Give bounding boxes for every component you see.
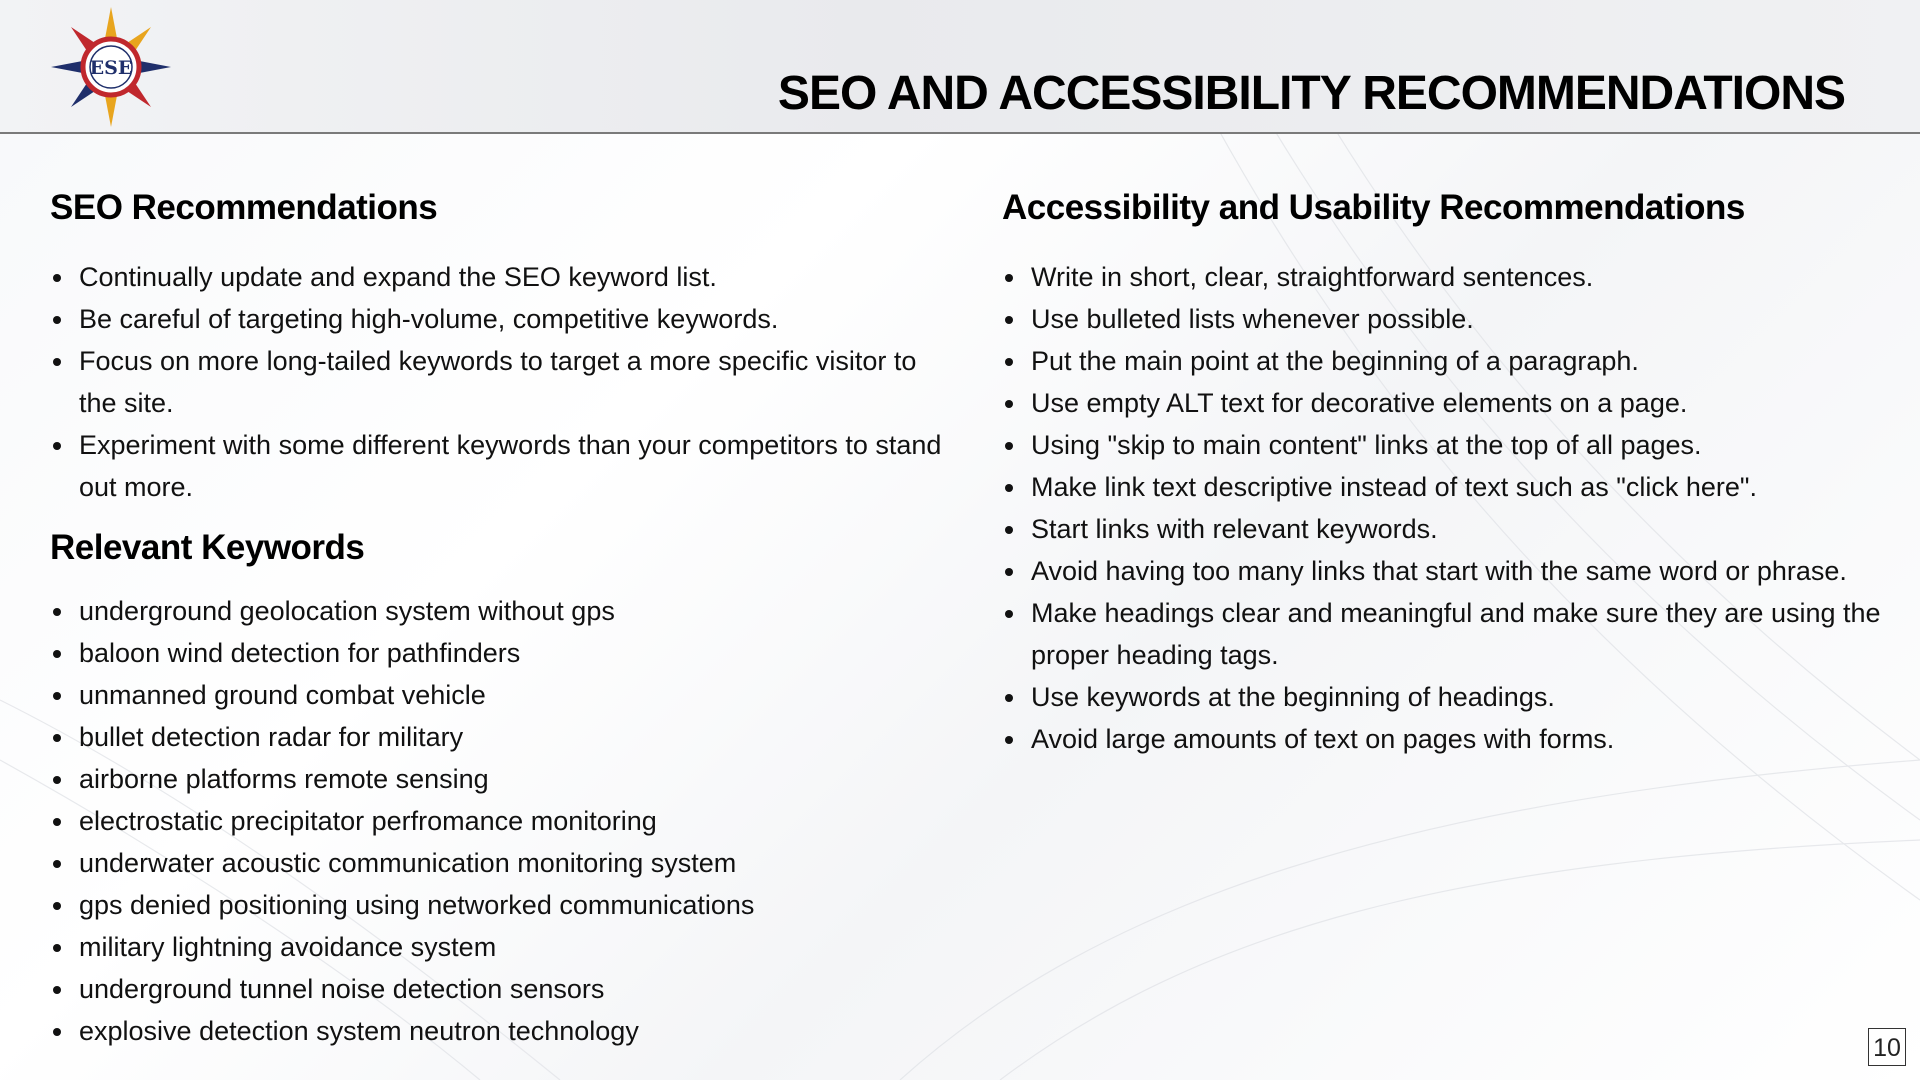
left-column [50, 182, 950, 1052]
ese-logo [48, 4, 174, 130]
list-item: Use bulleted lists whenever possible. [1002, 298, 1902, 340]
list-item: underground tunnel noise detection sensors [50, 968, 950, 1010]
logo-text: ESE [89, 57, 133, 79]
list-item: Using "skip to main content" links at the top of all pages. [1002, 424, 1902, 466]
keywords-heading: Relevant Keywords [50, 528, 365, 567]
page-number: 10 [1868, 1028, 1906, 1066]
seo-list [50, 256, 950, 508]
right-column [1002, 182, 1902, 760]
list-item: explosive detection system neutron technology [50, 1010, 950, 1052]
list-item: Experiment with some different keywords than your competitors to stand out more. [50, 424, 950, 508]
list-item: Write in short, clear, straightforward sentences. [1002, 256, 1902, 298]
list-item: military lightning avoidance system [50, 926, 950, 968]
list-item: Make link text descriptive instead of text such as "click here". [1002, 466, 1902, 508]
slide-header [0, 0, 1920, 134]
list-item: Use empty ALT text for decorative elements on a page. [1002, 382, 1902, 424]
list-item: unmanned ground combat vehicle [50, 674, 950, 716]
page-title: SEO AND ACCESSIBILITY RECOMMENDATIONS [777, 67, 1845, 120]
list-item: airborne platforms remote sensing [50, 758, 950, 800]
list-item: underwater acoustic communication monitoring system [50, 842, 950, 884]
list-item: Avoid having too many links that start with the same word or phrase. [1002, 550, 1902, 592]
seo-heading: SEO Recommendations [50, 188, 438, 227]
list-item: baloon wind detection for pathfinders [50, 632, 950, 674]
keywords-list [50, 590, 950, 1052]
list-item: Start links with relevant keywords. [1002, 508, 1902, 550]
list-item: electrostatic precipitator perfromance monitoring [50, 800, 950, 842]
list-item: bullet detection radar for military [50, 716, 950, 758]
list-item: Avoid large amounts of text on pages with forms. [1002, 718, 1902, 760]
list-item: Continually update and expand the SEO keyword list. [50, 256, 950, 298]
list-item: Use keywords at the beginning of headings. [1002, 676, 1902, 718]
accessibility-heading: Accessibility and Usability Recommendations [1002, 188, 1745, 227]
list-item: Make headings clear and meaningful and make sure they are using the proper heading tags. [1002, 592, 1902, 676]
list-item: underground geolocation system without gps [50, 590, 950, 632]
accessibility-list [1002, 256, 1902, 760]
list-item: Put the main point at the beginning of a paragraph. [1002, 340, 1902, 382]
list-item: Be careful of targeting high-volume, competitive keywords. [50, 298, 950, 340]
list-item: gps denied positioning using networked communications [50, 884, 950, 926]
list-item: Focus on more long-tailed keywords to target a more specific visitor to the site. [50, 340, 950, 424]
